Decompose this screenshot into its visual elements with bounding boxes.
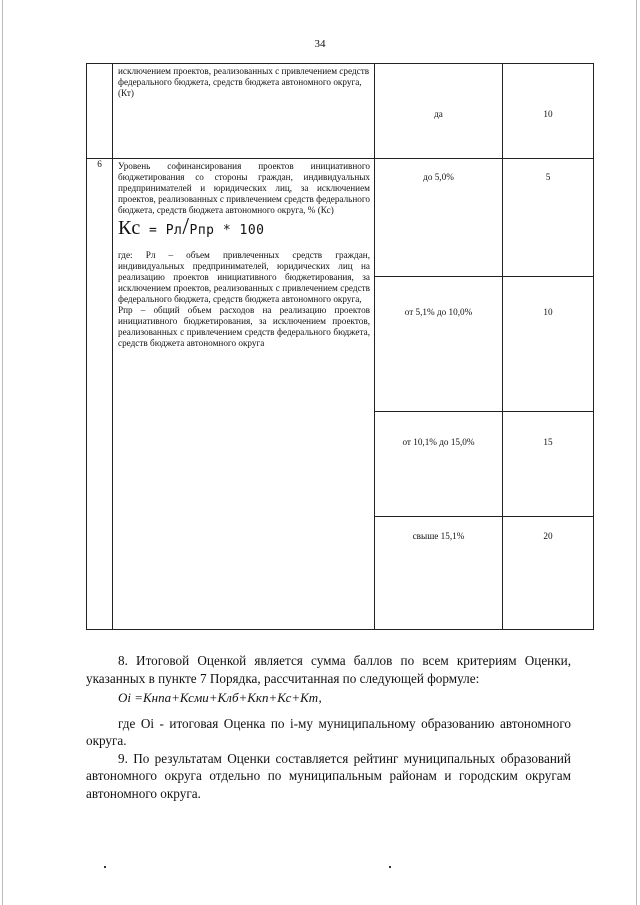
score-cell: 10 [503,64,594,159]
score-cell: 15 [503,412,594,517]
total-score-formula: Оi =Кнпа+Ксми+Клб+Ккп+Кс+Кт, [118,690,322,705]
paragraph-8 [86,652,571,802]
scan-speck [389,866,391,868]
condition-cell: свыше 15,1% [375,517,503,630]
criterion-formula: Кс = Рл/Рпр * 100 [118,214,265,240]
left-scan-edge [2,0,3,905]
row-number: 6 [87,159,113,630]
table-row [87,159,594,277]
row-number [87,64,113,159]
score-cell: 20 [503,517,594,630]
formula-explanation: где: Рл – объем привлеченных средств граждан, индивидуальных предпринимателей, юридических лиц на реализацию проектов инициативного бюджетирования, за исключением проектов, реализованных с привлечением средств федерального бюджета, средств бюджета автономного округа, [118,250,370,304]
score-cell: 5 [503,159,594,277]
condition-cell: от 10,1% до 15,0% [375,412,503,517]
criteria-table [86,63,594,630]
scan-speck [104,866,106,868]
formula-explanation-2: Рпр – общий объем расходов на реализацию проектов инициативного бюджетирования, за исключением проектов, реализованных с привлечением средств федерального бюджета, средств бюджета автономного округа [118,305,370,348]
paragraph-9-text: 9. По результатам Оценки составляется рейтинг муниципальных образований автономного округа отдельно по муниципальным районам и городским округам автономного округа. [86,750,571,801]
criterion-title: Уровень софинансирования проектов инициативного бюджетирования со стороны граждан, индивидуальных предпринимателей и юридических лиц, за исключением проектов, реализованных с привлечением средств федерального бюджета, средств бюджета автономного округа, % (Кс) [118,161,370,215]
paragraph-8-text: 8. Итоговой Оценкой является сумма баллов по всем критериям Оценки, указанных в пункте 7 Порядка, рассчитанная по следующей формуле: [86,653,571,686]
criterion-description: исключением проектов, реализованных с привлечением средств федерального бюджета, средств бюджета автономного округа, (Кт) [113,64,375,159]
condition-cell: до 5,0% [375,159,503,277]
right-scan-edge [636,0,637,905]
table-row [87,64,594,159]
formula-where-text: где Оi - итоговая Оценка по i-му муниципальному образованию автономного округа. [86,715,571,748]
condition-cell: да [375,64,503,159]
criterion-description [113,159,375,630]
condition-cell: от 5,1% до 10,0% [375,277,503,412]
page-number: 34 [314,38,326,50]
score-cell: 10 [503,277,594,412]
